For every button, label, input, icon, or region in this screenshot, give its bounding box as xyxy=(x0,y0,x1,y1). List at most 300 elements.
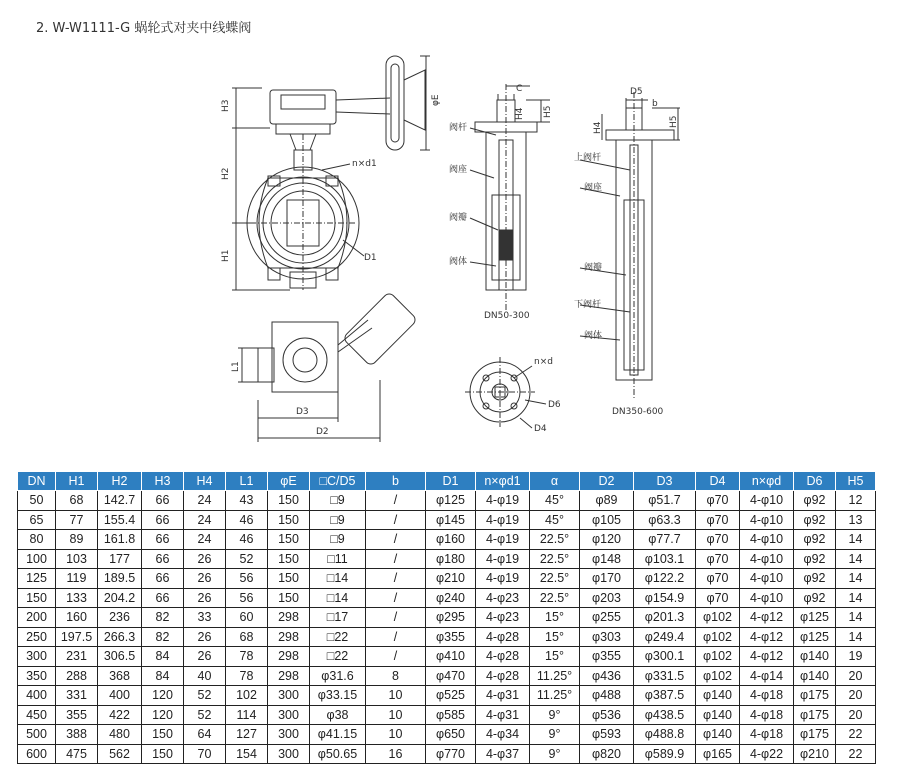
table-cell: φ585 xyxy=(426,705,476,725)
table-cell: 84 xyxy=(142,666,184,686)
table-cell: φ589.9 xyxy=(634,744,696,764)
column-header: DN xyxy=(18,472,56,491)
label-phi-e: φE xyxy=(431,94,441,106)
table-cell: φ125 xyxy=(794,608,836,628)
table-cell: 4-φ19 xyxy=(476,549,530,569)
table-cell: 14 xyxy=(836,530,876,550)
table-cell: 40 xyxy=(184,666,226,686)
table-cell: 500 xyxy=(18,725,56,745)
table-cell: φ70 xyxy=(696,569,740,589)
table-cell: 306.5 xyxy=(98,647,142,667)
table-cell: φ103.1 xyxy=(634,549,696,569)
table-cell: 56 xyxy=(226,569,268,589)
table-cell: φ410 xyxy=(426,647,476,667)
table-cell: φ387.5 xyxy=(634,686,696,706)
table-cell: 400 xyxy=(98,686,142,706)
table-cell: 20 xyxy=(836,666,876,686)
table-cell: 102 xyxy=(226,686,268,706)
table-cell: φ203 xyxy=(580,588,634,608)
table-row xyxy=(18,686,876,706)
table-cell: 33 xyxy=(184,608,226,628)
table-cell: 26 xyxy=(184,627,226,647)
front-view xyxy=(232,56,430,290)
table-cell: φ175 xyxy=(794,725,836,745)
table-cell: φ210 xyxy=(426,569,476,589)
column-header: D6 xyxy=(794,472,836,491)
table-cell: 150 xyxy=(18,588,56,608)
table-cell: φ70 xyxy=(696,549,740,569)
table-cell: 4-φ22 xyxy=(740,744,794,764)
label-l1: L1 xyxy=(231,361,241,372)
table-row xyxy=(18,647,876,667)
column-header: H4 xyxy=(184,472,226,491)
table-cell: 161.8 xyxy=(98,530,142,550)
table-cell: 150 xyxy=(268,491,310,511)
table-cell: 66 xyxy=(142,491,184,511)
table-cell: 4-φ37 xyxy=(476,744,530,764)
flange-view xyxy=(465,357,546,428)
table-cell: φ70 xyxy=(696,510,740,530)
table-cell: φ240 xyxy=(426,588,476,608)
table-cell: 150 xyxy=(268,588,310,608)
table-cell: 20 xyxy=(836,686,876,706)
table-cell: / xyxy=(366,530,426,550)
column-header: H2 xyxy=(98,472,142,491)
table-cell: φ70 xyxy=(696,588,740,608)
table-cell: 4-φ10 xyxy=(740,549,794,569)
table-cell: 4-φ10 xyxy=(740,530,794,550)
table-cell: 22.5° xyxy=(530,569,580,589)
table-row xyxy=(18,569,876,589)
table-cell: φ201.3 xyxy=(634,608,696,628)
table-cell: 298 xyxy=(268,647,310,667)
table-cell: 78 xyxy=(226,647,268,667)
table-cell: 133 xyxy=(56,588,98,608)
table-cell: 154 xyxy=(226,744,268,764)
column-header: b xyxy=(366,472,426,491)
table-cell: 119 xyxy=(56,569,98,589)
table-cell: 4-φ10 xyxy=(740,588,794,608)
table-cell: φ331.5 xyxy=(634,666,696,686)
table-cell: 298 xyxy=(268,666,310,686)
table-cell: 300 xyxy=(268,705,310,725)
table-cell: 56 xyxy=(226,588,268,608)
label-seat-large: 阀座 xyxy=(584,183,603,193)
table-cell: 298 xyxy=(268,608,310,628)
label-nxd: n×d xyxy=(534,357,553,367)
table-cell: 4-φ19 xyxy=(476,569,530,589)
column-header: H1 xyxy=(56,472,98,491)
table-cell: / xyxy=(366,491,426,511)
table-cell: 300 xyxy=(268,686,310,706)
table-cell: φ355 xyxy=(426,627,476,647)
table-row xyxy=(18,510,876,530)
column-header: D4 xyxy=(696,472,740,491)
table-cell: 142.7 xyxy=(98,491,142,511)
table-cell: φ355 xyxy=(580,647,634,667)
table-cell: 4-φ12 xyxy=(740,627,794,647)
table-cell: φ41.15 xyxy=(310,725,366,745)
table-cell: φ89 xyxy=(580,491,634,511)
column-header: φE xyxy=(268,472,310,491)
column-header: n×φd xyxy=(740,472,794,491)
label-stem: 阀杆 xyxy=(449,123,468,133)
table-cell: 22.5° xyxy=(530,530,580,550)
table-cell: 350 xyxy=(18,666,56,686)
table-cell: φ295 xyxy=(426,608,476,628)
label-d4: D4 xyxy=(534,424,547,434)
table-cell: 46 xyxy=(226,510,268,530)
table-cell: 4-φ19 xyxy=(476,510,530,530)
table-cell: 120 xyxy=(142,686,184,706)
label-nxd1: n×d1 xyxy=(352,159,377,169)
table-cell: 4-φ12 xyxy=(740,608,794,628)
table-cell: 66 xyxy=(142,549,184,569)
table-cell: 4-φ10 xyxy=(740,569,794,589)
label-disc: 阀瓣 xyxy=(449,213,468,223)
table-cell: 422 xyxy=(98,705,142,725)
table-cell: 26 xyxy=(184,647,226,667)
table-cell: φ303 xyxy=(580,627,634,647)
table-cell: 13 xyxy=(836,510,876,530)
table-cell: φ170 xyxy=(580,569,634,589)
column-header: D2 xyxy=(580,472,634,491)
table-cell: φ140 xyxy=(794,666,836,686)
table-cell: 600 xyxy=(18,744,56,764)
table-cell: φ175 xyxy=(794,705,836,725)
table-cell: 4-φ28 xyxy=(476,666,530,686)
caption-dn50-300: DN50-300 xyxy=(484,311,530,321)
table-cell: φ77.7 xyxy=(634,530,696,550)
column-header: H3 xyxy=(142,472,184,491)
table-cell: 125 xyxy=(18,569,56,589)
table-cell: 89 xyxy=(56,530,98,550)
table-cell: / xyxy=(366,647,426,667)
table-row xyxy=(18,491,876,511)
label-h3: H3 xyxy=(221,99,231,112)
table-cell: 70 xyxy=(184,744,226,764)
label-h4-large: H4 xyxy=(593,121,603,134)
table-cell: 45° xyxy=(530,510,580,530)
table-cell: 160 xyxy=(56,608,98,628)
table-cell: 114 xyxy=(226,705,268,725)
table-cell: 14 xyxy=(836,569,876,589)
table-cell: 52 xyxy=(184,686,226,706)
table-cell: 4-φ18 xyxy=(740,725,794,745)
table-cell: □9 xyxy=(310,530,366,550)
table-cell: 231 xyxy=(56,647,98,667)
table-cell: 68 xyxy=(226,627,268,647)
table-cell: φ102 xyxy=(696,647,740,667)
table-cell: 77 xyxy=(56,510,98,530)
table-cell: 9° xyxy=(530,744,580,764)
table-cell: φ70 xyxy=(696,530,740,550)
label-body-large: 阀体 xyxy=(584,331,603,341)
label-body: 阀体 xyxy=(449,257,468,267)
table-cell: φ180 xyxy=(426,549,476,569)
table-cell: φ175 xyxy=(794,686,836,706)
table-cell: φ255 xyxy=(580,608,634,628)
label-seat: 阀座 xyxy=(449,165,468,175)
table-cell: 103 xyxy=(56,549,98,569)
column-header: H5 xyxy=(836,472,876,491)
column-header: n×φd1 xyxy=(476,472,530,491)
table-cell: φ102 xyxy=(696,666,740,686)
table-cell: / xyxy=(366,588,426,608)
table-cell: 4-φ23 xyxy=(476,588,530,608)
column-header: L1 xyxy=(226,472,268,491)
table-cell: φ120 xyxy=(580,530,634,550)
table-cell: 355 xyxy=(56,705,98,725)
table-cell: 78 xyxy=(226,666,268,686)
side-section-small xyxy=(470,84,550,310)
label-b: b xyxy=(652,99,658,109)
table-cell: φ50.65 xyxy=(310,744,366,764)
table-cell: 266.3 xyxy=(98,627,142,647)
table-cell: φ125 xyxy=(794,627,836,647)
table-cell: 4-φ14 xyxy=(740,666,794,686)
table-cell: 10 xyxy=(366,686,426,706)
label-d6: D6 xyxy=(548,400,561,410)
table-cell: 120 xyxy=(142,705,184,725)
table-cell: 66 xyxy=(142,510,184,530)
table-cell: 22.5° xyxy=(530,588,580,608)
table-cell: 43 xyxy=(226,491,268,511)
table-cell: 14 xyxy=(836,588,876,608)
table-cell: 52 xyxy=(184,705,226,725)
table-cell: 4-φ10 xyxy=(740,491,794,511)
table-cell: 26 xyxy=(184,588,226,608)
table-cell: 20 xyxy=(836,705,876,725)
table-cell: φ122.2 xyxy=(634,569,696,589)
table-cell: 475 xyxy=(56,744,98,764)
table-cell: 84 xyxy=(142,647,184,667)
table-cell: 236 xyxy=(98,608,142,628)
table-cell: φ148 xyxy=(580,549,634,569)
table-cell: φ31.6 xyxy=(310,666,366,686)
table-cell: 4-φ19 xyxy=(476,530,530,550)
table-cell: φ536 xyxy=(580,705,634,725)
table-cell: 189.5 xyxy=(98,569,142,589)
table-cell: φ470 xyxy=(426,666,476,686)
table-body xyxy=(18,491,876,764)
table-cell: φ51.7 xyxy=(634,491,696,511)
table-cell: 52 xyxy=(226,549,268,569)
table-cell: φ165 xyxy=(696,744,740,764)
table-cell: 204.2 xyxy=(98,588,142,608)
label-d2: D2 xyxy=(316,427,329,437)
table-cell: φ92 xyxy=(794,491,836,511)
table-cell: φ92 xyxy=(794,569,836,589)
table-cell: 45° xyxy=(530,491,580,511)
table-cell: 127 xyxy=(226,725,268,745)
table-cell: φ436 xyxy=(580,666,634,686)
table-row xyxy=(18,744,876,764)
table-cell: 400 xyxy=(18,686,56,706)
table-cell: 4-φ34 xyxy=(476,725,530,745)
table-row xyxy=(18,666,876,686)
table-cell: φ92 xyxy=(794,588,836,608)
table-row xyxy=(18,705,876,725)
table-row xyxy=(18,608,876,628)
table-row xyxy=(18,725,876,745)
table-cell: 8 xyxy=(366,666,426,686)
table-cell: φ70 xyxy=(696,491,740,511)
table-cell: 15° xyxy=(530,627,580,647)
table-row xyxy=(18,588,876,608)
table-cell: 150 xyxy=(268,530,310,550)
table-cell: φ63.3 xyxy=(634,510,696,530)
table-cell: 300 xyxy=(268,744,310,764)
table-cell: 11.25° xyxy=(530,666,580,686)
table-cell: □9 xyxy=(310,491,366,511)
table-cell: 82 xyxy=(142,627,184,647)
table-cell: φ249.4 xyxy=(634,627,696,647)
column-header: D1 xyxy=(426,472,476,491)
label-c: C xyxy=(516,84,523,94)
table-cell: φ300.1 xyxy=(634,647,696,667)
table-cell: 4-φ23 xyxy=(476,608,530,628)
table-cell: 100 xyxy=(18,549,56,569)
table-cell: 388 xyxy=(56,725,98,745)
table-cell: 26 xyxy=(184,549,226,569)
table-cell: 450 xyxy=(18,705,56,725)
section-title: 2. W-W1111-G 蜗轮式对夹中线蝶阀 xyxy=(36,21,252,36)
table-cell: □17 xyxy=(310,608,366,628)
table-cell: 9° xyxy=(530,705,580,725)
table-cell: φ102 xyxy=(696,608,740,628)
table-cell: / xyxy=(366,627,426,647)
label-h5: H5 xyxy=(543,105,553,118)
table-cell: 24 xyxy=(184,510,226,530)
table-cell: φ488 xyxy=(580,686,634,706)
table-cell: □9 xyxy=(310,510,366,530)
label-h2: H2 xyxy=(221,167,231,180)
table-cell: 150 xyxy=(268,510,310,530)
table-cell: 16 xyxy=(366,744,426,764)
label-h1: H1 xyxy=(221,249,231,262)
table-cell: 150 xyxy=(142,744,184,764)
table-cell: 14 xyxy=(836,627,876,647)
table-cell: 298 xyxy=(268,627,310,647)
table-cell: 368 xyxy=(98,666,142,686)
label-disc-large: 阀瓣 xyxy=(584,263,603,273)
table-cell: 15° xyxy=(530,608,580,628)
table-cell: φ38 xyxy=(310,705,366,725)
dimension-table xyxy=(17,471,876,764)
table-cell: φ438.5 xyxy=(634,705,696,725)
table-cell: φ140 xyxy=(696,705,740,725)
table-cell: 177 xyxy=(98,549,142,569)
table-row xyxy=(18,530,876,550)
table-cell: 480 xyxy=(98,725,142,745)
column-header: □C/D5 xyxy=(310,472,366,491)
table-cell: φ92 xyxy=(794,510,836,530)
table-cell: 4-φ28 xyxy=(476,627,530,647)
table-row xyxy=(18,549,876,569)
table-cell: 4-φ28 xyxy=(476,647,530,667)
table-cell: 9° xyxy=(530,725,580,745)
table-cell: φ105 xyxy=(580,510,634,530)
label-h4: H4 xyxy=(515,107,525,120)
table-cell: 150 xyxy=(142,725,184,745)
label-d5: D5 xyxy=(630,87,643,97)
table-cell: □22 xyxy=(310,647,366,667)
table-cell: 66 xyxy=(142,588,184,608)
table-cell: 66 xyxy=(142,530,184,550)
table-cell: 64 xyxy=(184,725,226,745)
table-header-row xyxy=(18,472,876,491)
table-cell: 11.25° xyxy=(530,686,580,706)
table-cell: φ92 xyxy=(794,530,836,550)
table-cell: 68 xyxy=(56,491,98,511)
table-cell: 300 xyxy=(18,647,56,667)
table-row xyxy=(18,627,876,647)
table-cell: 288 xyxy=(56,666,98,686)
table-cell: 14 xyxy=(836,608,876,628)
top-view xyxy=(238,292,417,442)
table-cell: 24 xyxy=(184,530,226,550)
table-cell: 46 xyxy=(226,530,268,550)
table-cell: 10 xyxy=(366,705,426,725)
table-cell: 15° xyxy=(530,647,580,667)
table-cell: φ525 xyxy=(426,686,476,706)
table-cell: 10 xyxy=(366,725,426,745)
table-cell: φ140 xyxy=(696,725,740,745)
table-cell: 80 xyxy=(18,530,56,550)
table-cell: 4-φ18 xyxy=(740,686,794,706)
table-cell: 22 xyxy=(836,725,876,745)
table-cell: / xyxy=(366,569,426,589)
table-cell: φ140 xyxy=(794,647,836,667)
table-cell: 150 xyxy=(268,549,310,569)
caption-dn350-600: DN350-600 xyxy=(612,407,664,417)
table-cell: 65 xyxy=(18,510,56,530)
table-cell: 50 xyxy=(18,491,56,511)
table-cell: φ488.8 xyxy=(634,725,696,745)
table-cell: / xyxy=(366,549,426,569)
table-cell: φ102 xyxy=(696,627,740,647)
label-lower-stem: 下阀杆 xyxy=(574,300,602,310)
table-cell: 22.5° xyxy=(530,549,580,569)
table-cell: φ140 xyxy=(696,686,740,706)
table-cell: □22 xyxy=(310,627,366,647)
table-cell: 4-φ10 xyxy=(740,510,794,530)
table-cell: 155.4 xyxy=(98,510,142,530)
table-cell: φ650 xyxy=(426,725,476,745)
table-cell: φ820 xyxy=(580,744,634,764)
table-cell: φ92 xyxy=(794,549,836,569)
table-cell: 22 xyxy=(836,744,876,764)
table-cell: 4-φ18 xyxy=(740,705,794,725)
table-cell: 200 xyxy=(18,608,56,628)
table-cell: φ125 xyxy=(426,491,476,511)
table-cell: 24 xyxy=(184,491,226,511)
table-cell: φ593 xyxy=(580,725,634,745)
table-cell: □14 xyxy=(310,588,366,608)
table-cell: 300 xyxy=(268,725,310,745)
label-d3: D3 xyxy=(296,407,309,417)
column-header: D3 xyxy=(634,472,696,491)
table-cell: 331 xyxy=(56,686,98,706)
column-header: α xyxy=(530,472,580,491)
table-cell: 12 xyxy=(836,491,876,511)
label-upper-stem: 上阀杆 xyxy=(574,153,602,163)
table-cell: / xyxy=(366,608,426,628)
table-cell: 4-φ31 xyxy=(476,686,530,706)
table-cell: φ154.9 xyxy=(634,588,696,608)
label-d1: D1 xyxy=(364,253,377,263)
